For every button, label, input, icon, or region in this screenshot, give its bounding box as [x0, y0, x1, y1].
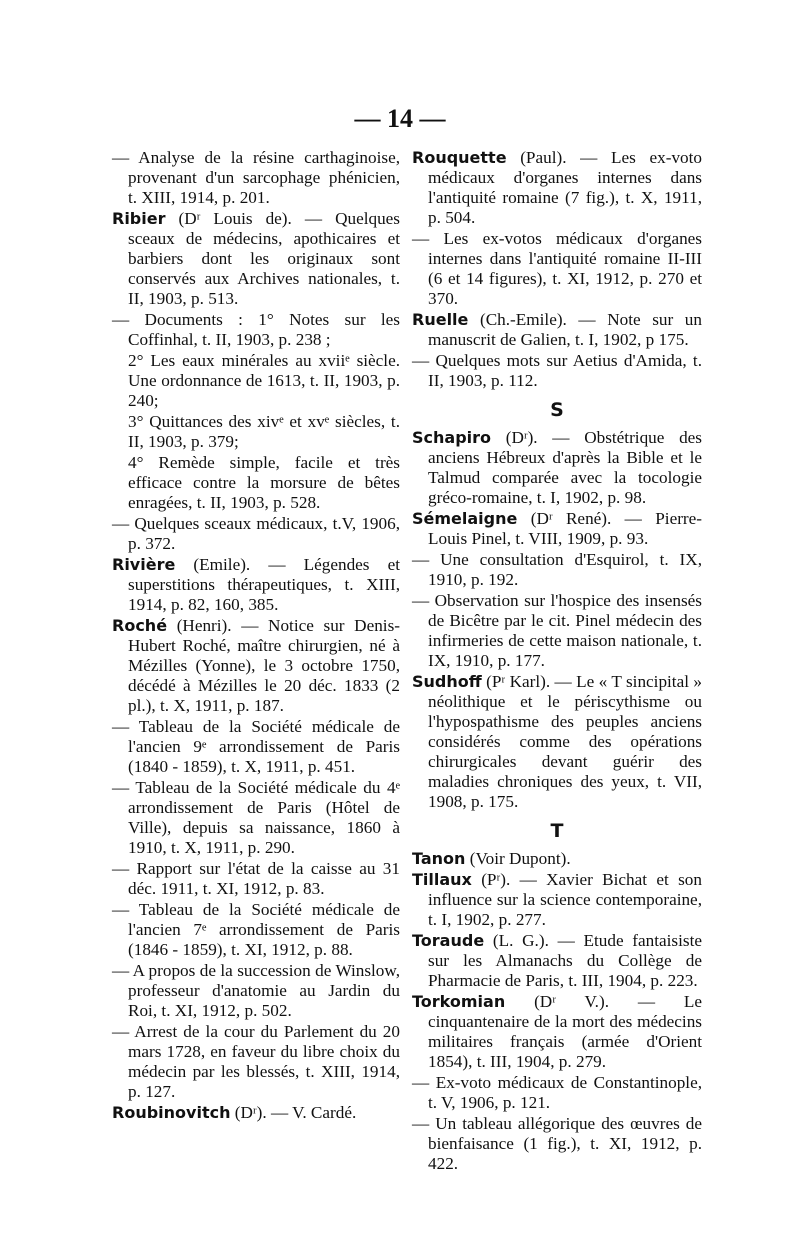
entry-author: Torkomian: [412, 992, 506, 1011]
entry-text: 3° Quittances des xivᵉ et xvᵉ siècles, t. II, 1903, p. 379;: [128, 412, 400, 451]
index-entry: [112, 961, 400, 1021]
index-entry: [412, 229, 702, 309]
index-entry: [112, 310, 400, 350]
index-entry: [112, 412, 400, 452]
entry-author: Rouquette: [412, 148, 507, 167]
entry-text: — A propos de la succession de Winslow, professeur d'anatomie au Jardin du Roi, t. XI, 1912, p. 502.: [112, 961, 400, 1020]
index-entry: [112, 555, 400, 615]
entry-text: — Arrest de la cour du Parlement du 20 mars 1728, en faveur du libre choix du médecin par les blessés, t. XIII, 1914, p. 127.: [112, 1022, 400, 1101]
entry-author: Sudhoff: [412, 672, 482, 691]
index-entry: [412, 1114, 702, 1174]
entry-text: — Tableau de la Société médicale de l'ancien 9ᵉ arrondissement de Paris (1840 - 1859), t. X, 1911, p. 451.: [112, 717, 400, 776]
entry-text: (Emile). — Légendes et superstitions thérapeutiques, t. XIII, 1914, p. 82, 160, 385.: [128, 555, 400, 614]
entry-text: 2° Les eaux minérales au xviiᵉ siècle. Une ordonnance de 1613, t. II, 1903, p. 240;: [128, 351, 400, 410]
left-column: [112, 148, 400, 1124]
entry-author: Tanon: [412, 849, 466, 868]
entry-text: — Analyse de la résine carthaginoise, provenant d'un sarcophage phénicien, t. XIII, 1914, p. 201.: [112, 148, 400, 207]
index-entry: [412, 931, 702, 991]
entry-text: — Une consultation d'Esquirol, t. IX, 1910, p. 192.: [412, 550, 702, 589]
index-entry: [412, 351, 702, 391]
entry-text: — Documents : 1° Notes sur les Coffinhal, t. II, 1903, p. 238 ;: [112, 310, 400, 349]
index-entry: [112, 717, 400, 777]
entry-author: Roché: [112, 616, 168, 635]
entry-text: — Les ex-votos médicaux d'organes internes dans l'antiquité romaine II-III (6 et 14 figures), t. XI, 1912, p. 270 et 370.: [412, 229, 702, 308]
entry-text: (Pʳ Karl). — Le « T sincipital » néolithique et le périscythisme ou l'hypospathisme des peuples anciens considérés comme des opérations chirurgicales devant guérir des maladies chroniques des yeux, t. VII, 1908, p. 175.: [428, 672, 702, 811]
entry-text: — Quelques mots sur Aetius d'Amida, t. II, 1903, p. 112.: [412, 351, 702, 390]
entry-text: — Observation sur l'hospice des insensés de Bicêtre par le cit. Pinel médecin des infirmeries de cette maison nationale, t. IX, 1910, p. 177.: [412, 591, 702, 670]
index-entry: [412, 591, 702, 671]
entry-author: Ruelle: [412, 310, 469, 329]
index-entry: [112, 859, 400, 899]
entry-author: Schapiro: [412, 428, 492, 447]
entry-text: (Dʳ). — Obstétrique des anciens Hébreux d'après la Bible et le Talmud comparée avec la tocologie gréco-romaine, t. I, 1902, p. 98.: [428, 428, 702, 507]
entry-author: Roubinovitch: [112, 1103, 231, 1122]
right-column: [412, 148, 702, 1175]
entry-text: (Dʳ Louis de). — Quelques sceaux de médecins, apothicaires et barbiers dont les originaux sont conservés aux Archives nationales, t. II, 1903, p. 513.: [128, 209, 400, 308]
index-entry: [112, 514, 400, 554]
entry-author: Ribier: [112, 209, 166, 228]
index-entry: [412, 509, 702, 549]
section-letter: S: [550, 399, 564, 421]
entry-author: Toraude: [412, 931, 485, 950]
index-entry: [412, 148, 702, 228]
index-entry: [112, 1022, 400, 1102]
entry-text: (L. G.). — Etude fantaisiste sur les Almanachs du Collège de Pharmacie de Paris, t. III, 1904, p. 223.: [428, 931, 702, 990]
entry-text: — Ex-voto médicaux de Constantinople, t. V, 1906, p. 121.: [412, 1073, 702, 1112]
index-entry: [412, 550, 702, 590]
index-entry: [112, 351, 400, 411]
entry-text: (Voir Dupont).: [465, 849, 571, 868]
entry-text: (Dʳ). — V. Cardé.: [230, 1103, 357, 1122]
index-entry: [412, 672, 702, 812]
entry-text: — Tableau de la Société médicale du 4ᵉ arrondissement de Paris (Hôtel de Ville), depuis sa naissance, 1860 à 1910, t. X, 1911, p. 290.: [112, 778, 400, 857]
entry-author: Tillaux: [412, 870, 472, 889]
index-entry: [412, 992, 702, 1072]
entry-text: (Pʳ). — Xavier Bichat et son influence sur la science contemporaine, t. I, 1902, p. 277.: [428, 870, 702, 929]
entry-text: (Dʳ René). — Pierre-Louis Pinel, t. VIII, 1909, p. 93.: [428, 509, 702, 548]
entry-text: — Rapport sur l'état de la caisse au 31 déc. 1911, t. XI, 1912, p. 83.: [112, 859, 400, 898]
index-entry: [412, 428, 702, 508]
section-letter: T: [550, 820, 564, 842]
entry-text: (Ch.-Emile). — Note sur un manuscrit de Galien, t. I, 1902, p 175.: [428, 310, 702, 349]
entry-text: (Dʳ V.). — Le cinquantenaire de la mort des médecins militaires français (armée d'Orient 1854), t. III, 1904, p. 279.: [428, 992, 702, 1071]
entry-text: (Henri). — Notice sur Denis-Hubert Roché, maître chirurgien, né à Mézilles (Yonne), le 3 octobre 1750, décédé à Mézilles le 20 déc. 1833 (2 pl.), t. X, 1911, p. 187.: [128, 616, 400, 715]
index-entry: [112, 778, 400, 858]
index-entry: [412, 310, 702, 350]
entry-text: 4° Remède simple, facile et très efficace contre la morsure de bêtes enragées, t. II, 1903, p. 528.: [128, 453, 400, 512]
entry-text: — Tableau de la Société médicale de l'ancien 7ᵉ arrondissement de Paris (1846 - 1859), t. XI, 1912, p. 88.: [112, 900, 400, 959]
index-entry: [112, 453, 400, 513]
index-entry: [112, 209, 400, 309]
index-entry: [412, 849, 702, 869]
page-number: — 14 —: [354, 104, 446, 133]
index-entry: [112, 148, 400, 208]
index-entry: [112, 616, 400, 716]
entry-author: Sémelaigne: [412, 509, 518, 528]
index-entry: [112, 900, 400, 960]
index-entry: [412, 870, 702, 930]
entry-text: — Un tableau allégorique des œuvres de bienfaisance (1 fig.), t. XI, 1912, p. 422.: [412, 1114, 702, 1173]
entry-text: — Quelques sceaux médicaux, t.V, 1906, p. 372.: [112, 514, 400, 553]
entry-author: Rivière: [112, 555, 176, 574]
index-entry: [112, 1103, 400, 1123]
entry-text: (Paul). — Les ex-voto médicaux d'organes internes dans l'antiquité romaine (7 fig.), t. X, 1911, p. 504.: [428, 148, 702, 227]
index-entry: [412, 1073, 702, 1113]
